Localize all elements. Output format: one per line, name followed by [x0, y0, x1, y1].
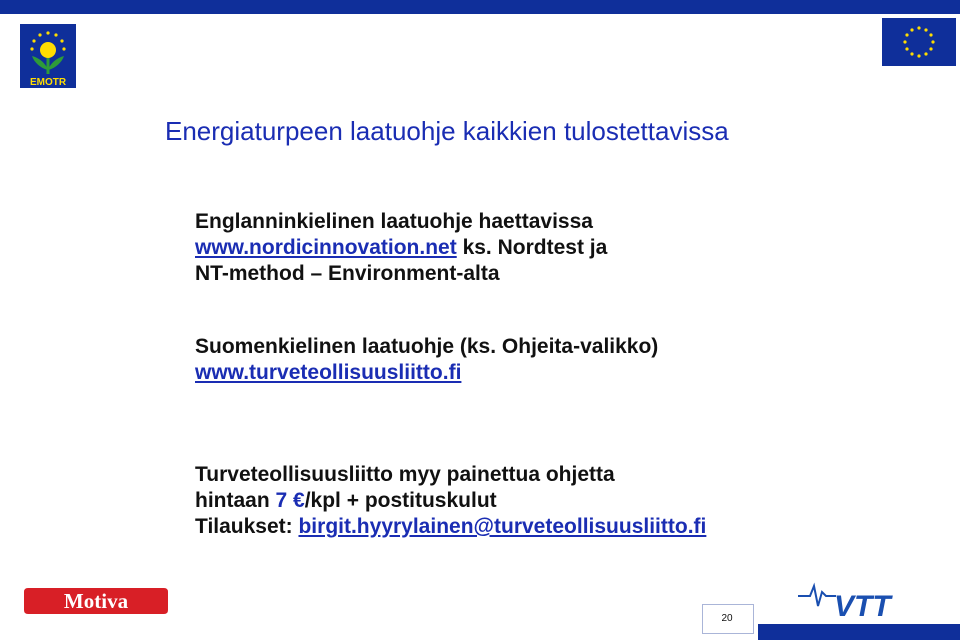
- vtt-logo: [796, 574, 916, 620]
- english-guide-link-line: [195, 235, 607, 261]
- price-line: hintaan 7 €/kpl + postituskulut: [195, 489, 497, 512]
- turveteollisuusliitto-link[interactable]: www.turveteollisuusliitto.fi: [195, 361, 462, 384]
- orders-line: Tilaukset: birgit.hyyrylainen@turveteollisuusliitto.fi: [195, 515, 707, 538]
- emotr-logo-text: EMOTR: [29, 77, 67, 88]
- printed-guide-line: Turveteollisuusliitto myy painettua ohjetta: [195, 463, 615, 486]
- page-number: 20: [721, 613, 733, 624]
- english-guide-line: Englanninkielinen laatuohje haettavissa: [195, 210, 593, 233]
- nt-method-line: NT-method – Environment-alta: [195, 262, 500, 285]
- eu-flag: [882, 18, 956, 66]
- nordicinnovation-link[interactable]: www.nordicinnovation.net: [195, 236, 457, 259]
- emotr-logo: [20, 24, 76, 88]
- motiva-logo-text: Motiva: [63, 589, 129, 613]
- page-title: Energiaturpeen laatuohje kaikkien tulostettavissa: [165, 116, 729, 146]
- price-value: 7 €: [275, 489, 305, 512]
- top-bar: [0, 0, 960, 14]
- finnish-guide-line: Suomenkielinen laatuohje (ks. Ohjeita-valikko): [195, 335, 659, 358]
- section-english-guide: [195, 209, 607, 287]
- nordtest-text: ks. Nordtest ja: [456, 236, 608, 259]
- orders-email-link[interactable]: birgit.hyyrylainen@turveteollisuusliitto.fi: [298, 515, 707, 538]
- section-printed-guide: [195, 462, 706, 540]
- vtt-logo-text: VTT: [834, 590, 891, 620]
- section-finnish-guide: [195, 334, 658, 386]
- motiva-logo: [22, 586, 170, 616]
- bottom-bar: [758, 624, 960, 640]
